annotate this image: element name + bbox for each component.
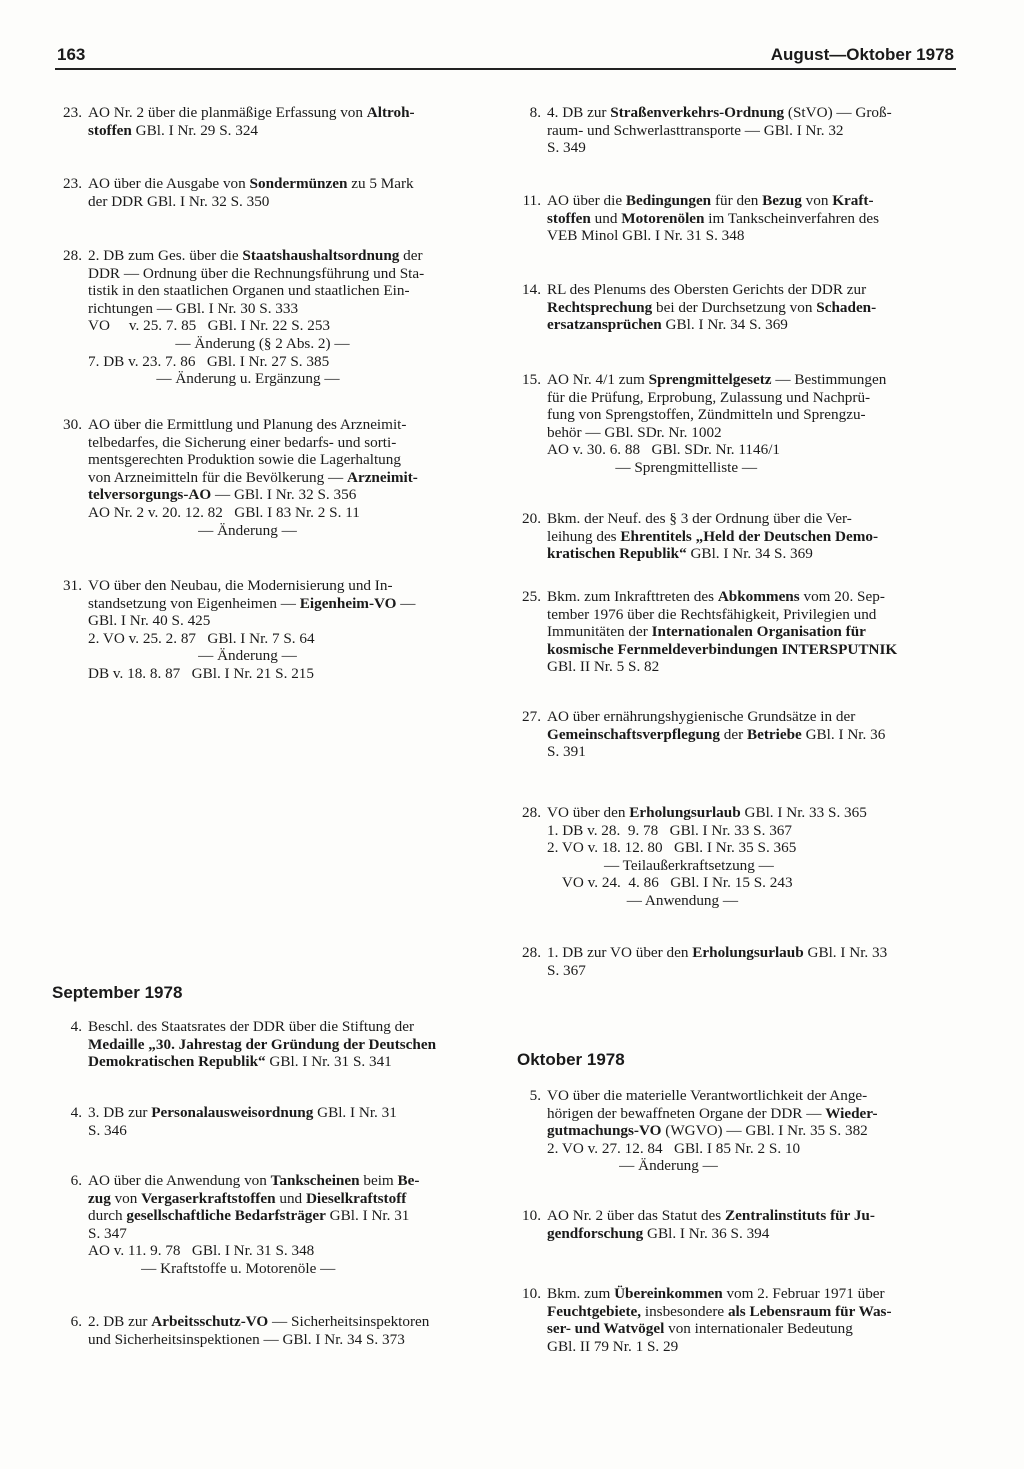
entry-amendment-line: AO Nr. 2 v. 20. 12. 82 GBl. I 83 Nr. 2 S. 11	[88, 503, 360, 521]
entry-text-line: AO Nr. 2 über die planmäßige Erfassung von Altroh-	[88, 104, 415, 121]
entry-date: 25.	[522, 588, 541, 605]
entry-text-line: VO über die materielle Verantwortlichkeit der Ange-	[547, 1087, 868, 1104]
entry-keyword: Bezug	[762, 192, 802, 209]
entry-keyword: Abkommens	[717, 588, 800, 605]
entry-keyword: Gemeinschaftsverpflegung	[547, 725, 720, 743]
entry-text-line: von Arzneimitteln für die Bevölkerung — Arzneimit-	[88, 468, 418, 486]
entry-keyword: zug	[88, 1189, 111, 1207]
entry-text-line: 1. DB zur VO über den Erholungsurlaub GBl. I Nr. 33	[547, 944, 888, 961]
entry-text-line: Bkm. der Neuf. des § 3 der Ordnung über die Ver-	[547, 510, 852, 527]
entry-text-line: telbedarfes, die Sicherung einer bedarfs- und sorti-	[88, 433, 397, 451]
entry-keyword: Altroh-	[366, 104, 415, 121]
entry-text-line: durch gesellschaftliche Bedarfsträger GBl. I Nr. 31	[88, 1207, 410, 1225]
entry-keyword: stoffen	[88, 121, 132, 139]
entry-amendment-line: — Teilaußerkraftsetzung —	[547, 856, 774, 874]
entry-text-line: AO über die Ausgabe von Sondermünzen zu 5 Mark	[88, 175, 414, 192]
gazette-entry	[507, 192, 987, 245]
entry-amendment-line: AO v. 30. 6. 88 GBl. SDr. Nr. 1146/1	[547, 441, 781, 459]
entry-date: 20.	[522, 510, 541, 527]
entry-text-line: kratischen Republik“ GBl. I Nr. 34 S. 369	[547, 545, 813, 563]
entry-amendment-line: 7. DB v. 23. 7. 86 GBl. I Nr. 27 S. 385	[88, 352, 330, 370]
entry-amendment-line: 2. VO v. 25. 2. 87 GBl. I Nr. 7 S. 64	[88, 629, 315, 647]
entry-text-line: fung von Sprengstoffen, Zündmitteln und Sprengzu-	[547, 406, 866, 424]
entry-keyword: Eigenheim-VO	[299, 594, 397, 612]
entry-date: 10.	[522, 1285, 541, 1302]
entry-text-line: Bkm. zum Übereinkommen vom 2. Februar 1971 über	[547, 1285, 885, 1302]
entry-keyword: Arzneimit-	[346, 468, 418, 486]
entry-text-line: AO über die Ermittlung und Planung des Arzneimit-	[88, 416, 407, 433]
entry-keyword: Erholungsurlaub	[629, 804, 741, 821]
entry-keyword: Kraft-	[832, 192, 874, 209]
entry-date: 28.	[63, 247, 82, 264]
entry-text-line: behör — GBl. SDr. Nr. 1002	[547, 423, 722, 441]
entry-keyword: Rechtsprechung	[547, 298, 653, 316]
entry-keyword: Personalausweisordnung	[151, 1104, 314, 1121]
entry-text-line: AO Nr. 4/1 zum Sprengmittelgesetz — Bestimmungen	[547, 371, 887, 388]
entry-text-line: mentsgerechten Produktion sowie die Lagerhaltung	[88, 451, 401, 469]
gazette-entry	[507, 104, 987, 157]
entry-keyword: Motorenölen	[621, 209, 705, 227]
entry-text-line: AO über die Bedingungen für den Bezug von Kraft-	[547, 192, 874, 209]
entry-keyword: Arbeitsschutz-VO	[151, 1313, 269, 1330]
entry-text-line: AO Nr. 2 über das Statut des Zentralinstituts für Ju-	[547, 1207, 875, 1224]
gazette-entry	[507, 281, 987, 334]
gazette-entry	[48, 175, 528, 210]
entry-date: 23.	[63, 175, 82, 192]
entry-keyword: Betriebe	[746, 725, 802, 743]
entry-date: 30.	[63, 416, 82, 433]
entry-text-line: S. 347	[88, 1224, 127, 1242]
entry-amendment-line: 2. VO v. 18. 12. 80 GBl. I Nr. 35 S. 365	[547, 839, 797, 857]
entry-text-line: VEB Minol GBl. I Nr. 31 S. 348	[547, 227, 745, 245]
entry-text-line: leihung des Ehrentitels „Held der Deutschen Demo-	[547, 527, 879, 545]
entry-keyword: Internationalen Organisation für	[651, 623, 866, 641]
entry-amendment-line: AO v. 11. 9. 78 GBl. I Nr. 31 S. 348	[88, 1242, 315, 1260]
gazette-entry	[507, 708, 987, 761]
entry-date: 6.	[70, 1313, 82, 1330]
entry-text-line: ersatzansprüchen GBl. I Nr. 34 S. 369	[547, 316, 788, 334]
entry-keyword: telversorgungs-AO	[88, 486, 212, 504]
entry-keyword: Tankscheinen	[270, 1172, 360, 1189]
gazette-entry	[507, 1285, 987, 1355]
entry-text-line: S. 346	[88, 1121, 127, 1139]
entry-amendment-line: — Anwendung —	[547, 891, 739, 909]
entry-keyword: gesellschaftliche Bedarfsträger	[126, 1207, 326, 1225]
entry-text-line: Feuchtgebiete, insbesondere als Lebensraum für Was-	[547, 1302, 892, 1320]
entry-amendment-line: — Änderung (§ 2 Abs. 2) —	[88, 334, 350, 352]
entry-keyword: Medaille „30. Jahrestag der Gründung der Deutschen	[88, 1035, 437, 1053]
entry-date: 11.	[522, 192, 541, 209]
entry-amendment-line: VO v. 24. 4. 86 GBl. I Nr. 15 S. 243	[547, 874, 793, 892]
entry-amendment-line: — Kraftstoffe u. Motorenöle —	[88, 1259, 336, 1277]
entry-text-line: ser- und Watvögel von internationaler Bedeutung	[547, 1320, 853, 1338]
entry-text-line: tistik in den staatlichen Organen und staatlichen Ein-	[88, 282, 410, 300]
entry-text-line: S. 349	[547, 139, 586, 157]
entry-date: 27.	[522, 708, 541, 725]
entry-text-line: AO über die Anwendung von Tankscheinen beim Be-	[88, 1172, 420, 1189]
entry-keyword: Bedingungen	[625, 192, 712, 209]
entry-keyword: Dieselkraftstoff	[305, 1189, 407, 1207]
gazette-entry	[48, 247, 528, 388]
entry-keyword: gutmachungs-VO	[547, 1122, 662, 1140]
entry-text-line: Beschl. des Staatsrates der DDR über die Stiftung der	[88, 1018, 415, 1035]
entry-text-line: der DDR GBl. I Nr. 32 S. 350	[88, 192, 270, 210]
entry-amendment-line: — Änderung —	[88, 521, 297, 539]
entry-keyword: Demokratischen Republik“	[88, 1053, 266, 1071]
entry-date: 31.	[63, 577, 82, 594]
entry-amendment-line: 2. VO v. 27. 12. 84 GBl. I 85 Nr. 2 S. 10	[547, 1139, 801, 1157]
entry-text-line: raum- und Schwerlasttransporte — GBl. I Nr. 32	[547, 121, 844, 139]
entry-date: 4.	[70, 1018, 82, 1035]
entry-text-line: richtungen — GBl. I Nr. 30 S. 333	[88, 299, 299, 317]
gazette-entry	[507, 588, 987, 676]
entry-keyword: Wieder-	[825, 1104, 878, 1122]
entry-keyword: Be-	[397, 1172, 420, 1189]
entry-date: 23.	[63, 104, 82, 121]
entry-text-line: 3. DB zur Personalausweisordnung GBl. I Nr. 31	[88, 1104, 397, 1121]
entry-amendment-line: DB v. 18. 8. 87 GBl. I Nr. 21 S. 215	[88, 664, 314, 682]
entry-keyword: Erholungsurlaub	[692, 944, 804, 961]
entry-keyword: Ehrentitels „Held der Deutschen Demo-	[620, 527, 879, 545]
entry-text-line: S. 367	[547, 961, 586, 979]
entry-text-line: VO über den Neubau, die Modernisierung und In-	[88, 577, 393, 594]
section-heading-oktober: Oktober 1978	[517, 1050, 625, 1069]
page-number: 163	[57, 45, 86, 64]
entry-text-line: Immunitäten der Internationalen Organisation für	[547, 623, 866, 641]
entry-amendment-line: VO v. 25. 7. 85 GBl. I Nr. 22 S. 253	[88, 317, 331, 335]
entry-text-line: tember 1976 über die Rechtsfähigkeit, Privilegien und	[547, 605, 877, 623]
entry-text-line: 4. DB zur Straßenverkehrs-Ordnung (StVO) — Groß-	[547, 104, 892, 121]
gazette-entry	[48, 1018, 528, 1071]
gazette-entry	[507, 371, 987, 477]
entry-keyword: gendforschung	[547, 1224, 644, 1242]
gazette-entry	[507, 510, 987, 563]
entry-keyword: ser- und Watvögel	[547, 1320, 665, 1338]
entry-text-line: GBl. II Nr. 5 S. 82	[547, 658, 660, 676]
gazette-entry	[48, 1172, 528, 1278]
gazette-entry	[48, 416, 528, 539]
gazette-entry	[48, 1313, 528, 1348]
entry-text-line: hörigen der bewaffneten Organe der DDR — Wieder-	[547, 1104, 878, 1122]
entry-keyword: Zentralinstituts für Ju-	[725, 1207, 875, 1224]
gazette-entry	[48, 1104, 528, 1139]
entry-keyword: ersatzansprüchen	[547, 316, 662, 334]
entry-text-line: DDR — Ordnung über die Rechnungsführung und Sta-	[88, 264, 425, 282]
entry-date: 5.	[529, 1087, 541, 1104]
entry-keyword: Schaden-	[816, 298, 877, 316]
gazette-entry	[507, 804, 987, 910]
entry-amendment-line: — Änderung u. Ergänzung —	[88, 370, 340, 388]
entry-keyword: Straßenverkehrs-Ordnung	[610, 104, 785, 121]
entry-text-line	[547, 641, 987, 659]
entry-amendment-line: — Änderung —	[88, 647, 297, 665]
entry-text-line: standsetzung von Eigenheimen — Eigenheim-VO —	[88, 594, 416, 612]
entry-text-line: Bkm. zum Inkrafttreten des Abkommens vom 20. Sep-	[547, 588, 885, 605]
section-heading-september: September 1978	[52, 983, 183, 1002]
entry-amendment-line: — Änderung —	[547, 1157, 718, 1175]
entry-text-line: stoffen und Motorenölen im Tankscheinverfahren des	[547, 209, 880, 227]
entry-keyword: Vergaserkraftstoffen	[141, 1189, 276, 1207]
entry-text-line: GBl. I Nr. 40 S. 425	[88, 612, 211, 630]
entry-amendment-line: 1. DB v. 28. 9. 78 GBl. I Nr. 33 S. 367	[547, 821, 792, 839]
gazette-entry	[507, 944, 987, 979]
entry-text-line: Gemeinschaftsverpflegung der Betriebe GBl. I Nr. 36	[547, 725, 886, 743]
entry-text-line: telversorgungs-AO — GBl. I Nr. 32 S. 356	[88, 486, 357, 504]
page-period-heading: August—Oktober 1978	[770, 45, 954, 64]
entry-text-line: Demokratischen Republik“ GBl. I Nr. 31 S. 341	[88, 1053, 392, 1071]
entry-text-line: 2. DB zur Arbeitsschutz-VO — Sicherheitsinspektoren	[88, 1313, 430, 1330]
entry-keyword: Feuchtgebiete,	[547, 1302, 642, 1320]
entry-date: 28.	[522, 804, 541, 821]
entry-date: 14.	[522, 281, 541, 298]
entry-date: 10.	[522, 1207, 541, 1224]
entry-keyword: Sprengmittelgesetz	[648, 371, 772, 388]
entry-date: 4.	[70, 1104, 82, 1121]
entry-date: 8.	[529, 104, 541, 121]
entry-date: 6.	[70, 1172, 82, 1189]
entry-keyword: kratischen Republik“	[547, 545, 687, 563]
entry-keyword: stoffen	[547, 209, 591, 227]
entry-date: 15.	[522, 371, 541, 388]
entry-keyword: kosmische Fernmeldeverbindungen INTERSPUTNIK	[547, 640, 898, 658]
entry-text-line: S. 391	[547, 743, 586, 761]
entry-text-line: und Sicherheitsinspektionen — GBl. I Nr. 34 S. 373	[88, 1330, 405, 1348]
entry-text-line: 2. DB zum Ges. über die Staatshaushaltsordnung der	[88, 247, 423, 264]
entry-text-line: zug von Vergaserkraftstoffen und Dieselkraftstoff	[88, 1189, 407, 1207]
entry-text-line: Rechtsprechung bei der Durchsetzung von Schaden-	[547, 298, 877, 316]
entry-text-line: VO über den Erholungsurlaub GBl. I Nr. 33 S. 365	[547, 804, 867, 821]
entry-amendment-line: — Sprengmittelliste —	[547, 458, 758, 476]
entry-text-line: GBl. II 79 Nr. 1 S. 29	[547, 1337, 679, 1355]
entry-keyword: als Lebensraum für Was-	[727, 1302, 892, 1320]
entry-keyword: Übereinkommen	[614, 1285, 723, 1302]
entry-text-line: RL des Plenums des Obersten Gerichts der DDR zur	[547, 281, 867, 298]
entry-text-line: für die Prüfung, Erprobung, Zulassung und Nachprü-	[547, 388, 871, 406]
gazette-entry	[48, 104, 528, 139]
entry-text-line	[88, 1036, 528, 1054]
entry-text-line: stoffen GBl. I Nr. 29 S. 324	[88, 121, 259, 139]
gazette-entry	[48, 577, 528, 683]
header-rule	[55, 68, 956, 70]
entry-date: 28.	[522, 944, 541, 961]
entry-text-line: gendforschung GBl. I Nr. 36 S. 394	[547, 1224, 770, 1242]
gazette-entry	[507, 1207, 987, 1242]
entry-keyword: Staatshaushaltsordnung	[242, 247, 400, 264]
entry-keyword: Sondermünzen	[249, 175, 348, 192]
entry-text-line: AO über ernährungshygienische Grundsätze in der	[547, 708, 856, 725]
entry-text-line: gutmachungs-VO (WGVO) — GBl. I Nr. 35 S. 382	[547, 1122, 868, 1140]
gazette-entry	[507, 1087, 987, 1175]
